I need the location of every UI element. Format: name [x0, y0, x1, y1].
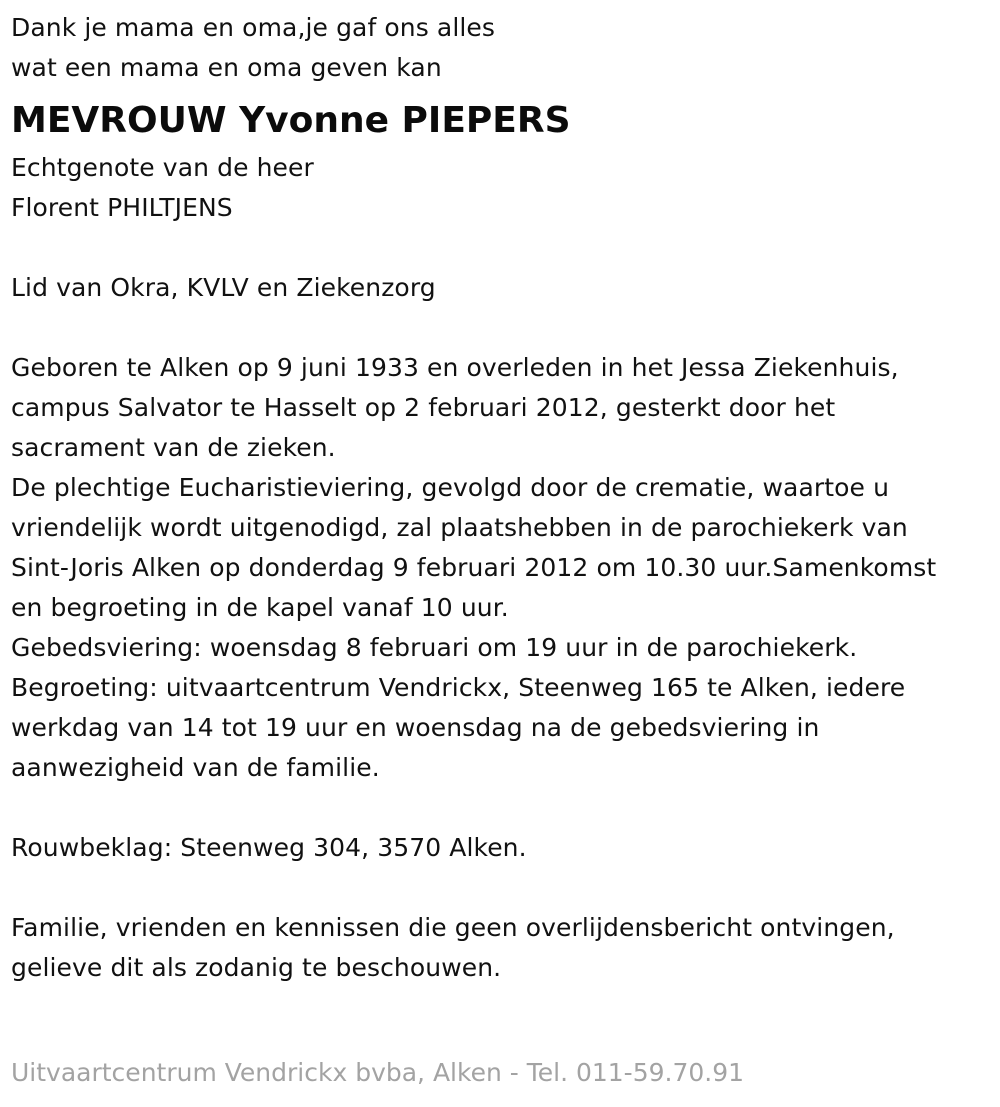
body-line: Geboren te Alken op 9 juni 1933 en overleden in het Jessa Ziekenhuis,	[11, 353, 899, 382]
membership-text: Lid van Okra, KVLV en Ziekenzorg	[11, 273, 436, 302]
body-line: Begroeting: uitvaartcentrum Vendrickx, Steenweg 165 te Alken, iedere	[11, 673, 906, 702]
body-line: aanwezigheid van de familie.	[11, 753, 380, 782]
body-text	[11, 348, 989, 788]
body-line: Sint-Joris Alken op donderdag 9 februari 2012 om 10.30 uur.Samenkomst	[11, 553, 937, 582]
spacer	[11, 308, 989, 348]
body-line: sacrament van de zieken.	[11, 433, 336, 462]
notice-line-2: gelieve dit als zodanig te beschouwen.	[11, 953, 502, 982]
body-line: campus Salvator te Hasselt op 2 februari 2012, gesterkt door het	[11, 393, 836, 422]
body-line: vriendelijk wordt uitgenodigd, zal plaatshebben in de parochiekerk van	[11, 513, 908, 542]
notice-line-1: Familie, vrienden en kennissen die geen overlijdensbericht ontvingen,	[11, 913, 895, 942]
poem-line-1: Dank je mama en oma,je gaf ons alles	[11, 13, 496, 42]
condolences-address: Rouwbeklag: Steenweg 304, 3570 Alken.	[11, 833, 527, 862]
spouse-line-2: Florent PHILTJENS	[11, 193, 233, 222]
deceased-name: MEVROUW Yvonne PIEPERS	[11, 100, 571, 141]
funeral-home-footer: Uitvaartcentrum Vendrickx bvba, Alken - Tel. 011-59.70.91	[11, 1058, 745, 1087]
body-line: werkdag van 14 tot 19 uur en woensdag na de gebedsviering in	[11, 713, 820, 742]
spacer	[11, 788, 989, 828]
spacer	[11, 228, 989, 268]
poem-line-2: wat een mama en oma geven kan	[11, 53, 442, 82]
body-line: en begroeting in de kapel vanaf 10 uur.	[11, 593, 509, 622]
body-line: Gebedsviering: woensdag 8 februari om 19 uur in de parochiekerk.	[11, 633, 858, 662]
body-line: De plechtige Eucharistieviering, gevolgd door de crematie, waartoe u	[11, 473, 890, 502]
spacer	[11, 868, 989, 908]
spouse-line-1: Echtgenote van de heer	[11, 153, 314, 182]
